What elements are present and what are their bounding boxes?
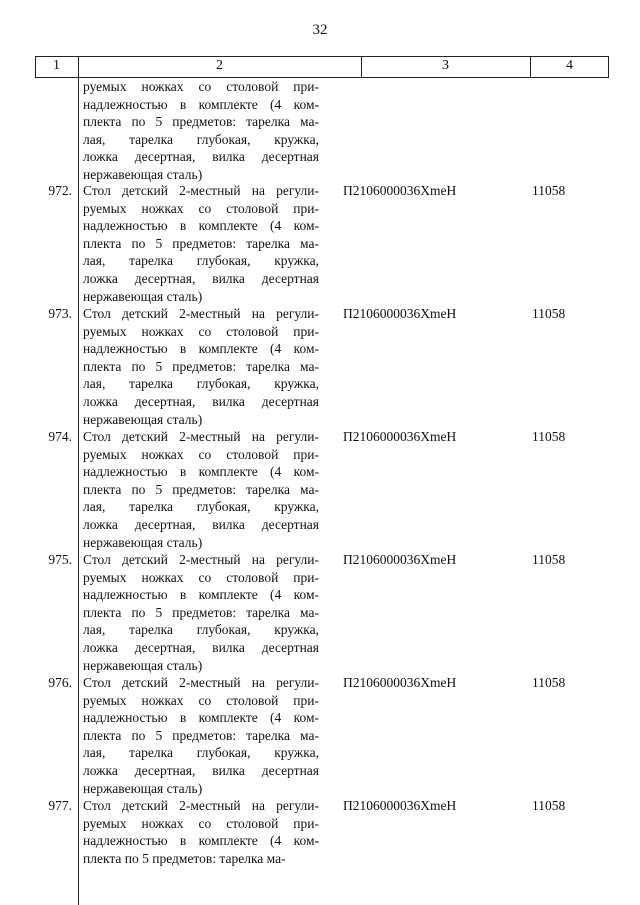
description-line: Стол детский 2-местный на регули- <box>83 675 319 690</box>
description-line: руемых ножках со столовой при- <box>83 815 319 831</box>
description-line: руемых ножках со столовой при- <box>83 569 319 585</box>
item-code: П2106000036ХmeН <box>343 798 457 813</box>
item-code: П2106000036ХmeН <box>343 552 457 567</box>
item-price: 11058 <box>532 552 566 567</box>
description-line: ложка десертная, вилка десертная <box>83 393 319 409</box>
item-price: 11058 <box>532 429 566 444</box>
item-description <box>83 551 319 674</box>
description-line: надлежностью в комплекте (4 ком- <box>83 587 319 603</box>
description-line: плекта по 5 предметов: тарелка ма- <box>83 850 286 866</box>
description-line: нержавеющая сталь) <box>83 780 203 796</box>
column-divider-1 <box>78 76 79 905</box>
description-line: ложка десертная, вилка десертная <box>83 149 319 165</box>
description-line: руемых ножках со столовой при- <box>83 200 319 216</box>
description-line: надлежностью в комплекте (4 ком- <box>83 96 319 112</box>
item-description <box>83 428 319 551</box>
description-line: Стол детский 2-местный на регули- <box>83 306 319 321</box>
item-price: 11058 <box>532 675 566 690</box>
item-number: 974. <box>48 429 72 444</box>
description-line: плекта по 5 предметов: тарелка ма- <box>83 481 319 497</box>
description-line: руемых ножках со столовой при- <box>83 79 319 94</box>
item-price: 11058 <box>532 306 566 321</box>
item-code: П2106000036ХmeН <box>343 306 457 321</box>
description-line: Стол детский 2-местный на регули- <box>83 429 319 444</box>
header-col-4: 4 <box>566 58 573 73</box>
description-line: плекта по 5 предметов: тарелка ма- <box>83 727 319 743</box>
header-col-1: 1 <box>53 58 60 73</box>
description-line: руемых ножках со столовой при- <box>83 692 319 708</box>
description-line: надлежностью в комплекте (4 ком- <box>83 464 319 480</box>
description-line: надлежностью в комплекте (4 ком- <box>83 218 319 234</box>
item-number: 972. <box>48 183 72 198</box>
description-line: лая, тарелка глубокая, кружка, <box>83 499 319 515</box>
item-number: 975. <box>48 552 72 567</box>
description-line: плекта по 5 предметов: тарелка ма- <box>83 358 319 374</box>
description-line: лая, тарелка глубокая, кружка, <box>83 376 319 392</box>
description-line: нержавеющая сталь) <box>83 288 203 304</box>
description-line: нержавеющая сталь) <box>83 166 203 182</box>
table-header <box>35 56 609 78</box>
header-col-3: 3 <box>442 58 449 73</box>
description-line: нержавеющая сталь) <box>83 411 203 427</box>
item-number: 973. <box>48 306 72 321</box>
item-code: П2106000036ХmeН <box>343 183 457 198</box>
description-line: надлежностью в комплекте (4 ком- <box>83 710 319 726</box>
item-description <box>83 305 319 428</box>
item-description <box>83 182 319 305</box>
description-line: надлежностью в комплекте (4 ком- <box>83 341 319 357</box>
description-line: нержавеющая сталь) <box>83 657 203 673</box>
description-line: Стол детский 2-местный на регули- <box>83 183 319 198</box>
description-line: лая, тарелка глубокая, кружка, <box>83 622 319 638</box>
description-line: надлежностью в комплекте (4 ком- <box>83 833 319 849</box>
description-line: лая, тарелка глубокая, кружка, <box>83 131 319 147</box>
description-line: плекта по 5 предметов: тарелка ма- <box>83 235 319 251</box>
description-line: руемых ножках со столовой при- <box>83 323 319 339</box>
description-line: руемых ножках со столовой при- <box>83 446 319 462</box>
item-price: 11058 <box>532 183 566 198</box>
header-col-2: 2 <box>216 58 223 73</box>
item-code: П2106000036ХmeН <box>343 429 457 444</box>
description-line: лая, тарелка глубокая, кружка, <box>83 253 319 269</box>
description-line: ложка десертная, вилка десертная <box>83 762 319 778</box>
page-number: 32 <box>312 22 328 38</box>
item-price: 11058 <box>532 798 566 813</box>
description-line: ложка десертная, вилка десертная <box>83 516 319 532</box>
description-line: лая, тарелка глубокая, кружка, <box>83 745 319 761</box>
description-line: плекта по 5 предметов: тарелка ма- <box>83 114 319 130</box>
description-line: Стол детский 2-местный на регули- <box>83 798 319 813</box>
item-code: П2106000036ХmeН <box>343 675 457 690</box>
description-line: ложка десертная, вилка десертная <box>83 639 319 655</box>
item-number: 976. <box>48 675 72 690</box>
item-description <box>83 674 319 797</box>
description-line: ложка десертная, вилка десертная <box>83 270 319 286</box>
description-line: Стол детский 2-местный на регули- <box>83 552 319 567</box>
item-number: 977. <box>48 798 72 813</box>
continued-description <box>83 78 319 184</box>
description-line: нержавеющая сталь) <box>83 534 203 550</box>
description-line: плекта по 5 предметов: тарелка ма- <box>83 604 319 620</box>
item-description <box>83 797 319 867</box>
